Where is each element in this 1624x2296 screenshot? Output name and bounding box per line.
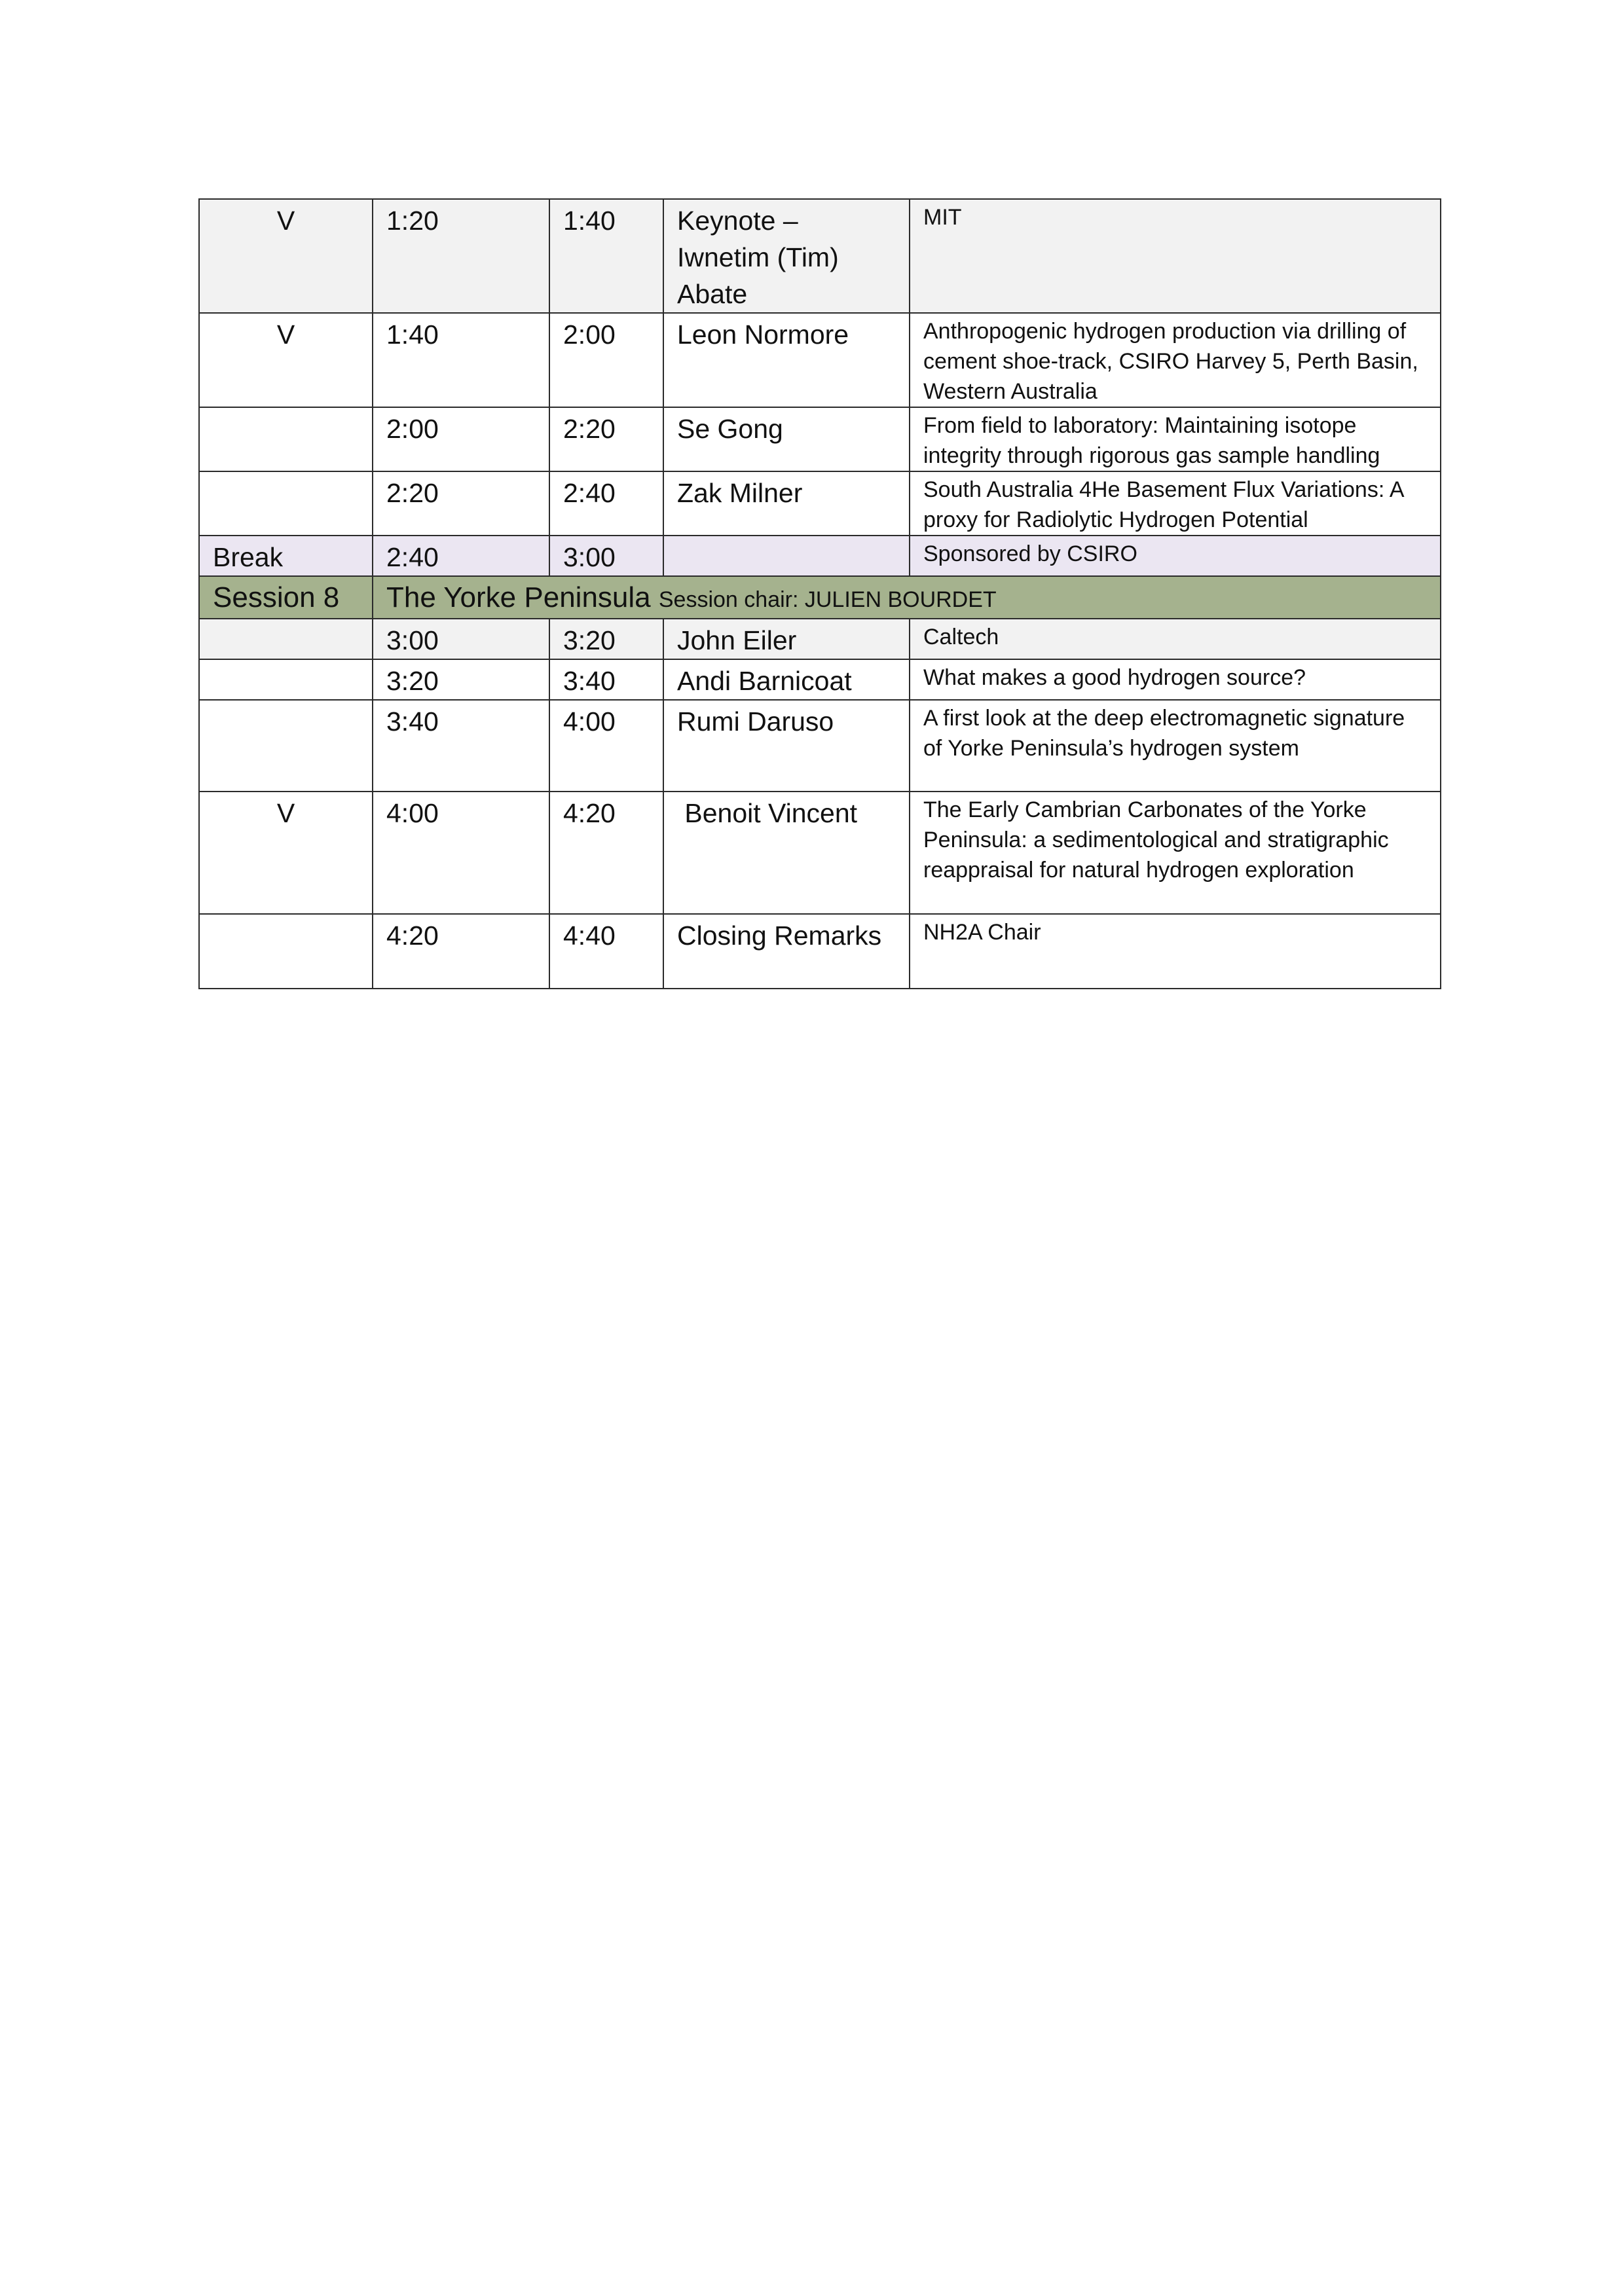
speaker: Closing Remarks bbox=[663, 914, 910, 989]
schedule-table bbox=[198, 198, 1441, 989]
virtual-mark: V bbox=[199, 199, 373, 313]
start-time: 3:20 bbox=[373, 659, 549, 700]
table-row bbox=[199, 619, 1441, 659]
speaker: Leon Normore bbox=[663, 313, 910, 407]
table-row bbox=[199, 199, 1441, 313]
virtual-mark bbox=[199, 407, 373, 471]
virtual-mark: V bbox=[199, 792, 373, 914]
start-time: 1:40 bbox=[373, 313, 549, 407]
end-time: 4:00 bbox=[549, 700, 663, 792]
end-time: 3:00 bbox=[549, 536, 663, 576]
speaker: Keynote – Iwnetim (Tim) Abate bbox=[663, 199, 910, 313]
end-time: 4:20 bbox=[549, 792, 663, 914]
talk-detail: NH2A Chair bbox=[910, 914, 1441, 989]
end-time: 2:20 bbox=[549, 407, 663, 471]
table-row bbox=[199, 471, 1441, 536]
talk-detail: MIT bbox=[910, 199, 1441, 313]
speaker: Rumi Daruso bbox=[663, 700, 910, 792]
virtual-mark bbox=[199, 700, 373, 792]
break-label: Break bbox=[199, 536, 373, 576]
start-time: 2:40 bbox=[373, 536, 549, 576]
speaker: Se Gong bbox=[663, 407, 910, 471]
start-time: 3:40 bbox=[373, 700, 549, 792]
table-row bbox=[199, 659, 1441, 700]
start-time: 3:00 bbox=[373, 619, 549, 659]
end-time: 2:00 bbox=[549, 313, 663, 407]
virtual-mark bbox=[199, 619, 373, 659]
virtual-mark bbox=[199, 914, 373, 989]
talk-detail: Anthropogenic hydrogen production via drilling of cement shoe-track, CSIRO Harvey 5, Perth Basin, Western Australia bbox=[910, 313, 1441, 407]
talk-detail: Sponsored by CSIRO bbox=[910, 536, 1441, 576]
start-time: 2:00 bbox=[373, 407, 549, 471]
talk-detail: The Early Cambrian Carbonates of the Yorke Peninsula: a sedimentological and stratigraphic reappraisal for natural hydrogen exploration bbox=[910, 792, 1441, 914]
speaker bbox=[663, 536, 910, 576]
table-row bbox=[199, 914, 1441, 989]
break-row bbox=[199, 536, 1441, 576]
speaker: Zak Milner bbox=[663, 471, 910, 536]
end-time: 4:40 bbox=[549, 914, 663, 989]
talk-detail: What makes a good hydrogen source? bbox=[910, 659, 1441, 700]
start-time: 1:20 bbox=[373, 199, 549, 313]
session-title-cell bbox=[373, 576, 1441, 619]
session-header-row bbox=[199, 576, 1441, 619]
start-time: 2:20 bbox=[373, 471, 549, 536]
table-row bbox=[199, 792, 1441, 914]
end-time: 3:20 bbox=[549, 619, 663, 659]
talk-detail: South Australia 4He Basement Flux Variations: A proxy for Radiolytic Hydrogen Potential bbox=[910, 471, 1441, 536]
speaker: Andi Barnicoat bbox=[663, 659, 910, 700]
start-time: 4:00 bbox=[373, 792, 549, 914]
end-time: 2:40 bbox=[549, 471, 663, 536]
talk-detail: From field to laboratory: Maintaining isotope integrity through rigorous gas sample handling bbox=[910, 407, 1441, 471]
speaker: John Eiler bbox=[663, 619, 910, 659]
talk-detail: A first look at the deep electromagnetic signature of Yorke Peninsula’s hydrogen system bbox=[910, 700, 1441, 792]
talk-detail: Caltech bbox=[910, 619, 1441, 659]
virtual-mark bbox=[199, 659, 373, 700]
start-time: 4:20 bbox=[373, 914, 549, 989]
table-row bbox=[199, 700, 1441, 792]
virtual-mark bbox=[199, 471, 373, 536]
end-time: 3:40 bbox=[549, 659, 663, 700]
session-chair: Session chair: JULIEN BOURDET bbox=[658, 587, 997, 612]
virtual-mark: V bbox=[199, 313, 373, 407]
session-title: The Yorke Peninsula bbox=[386, 581, 651, 613]
session-label: Session 8 bbox=[199, 576, 373, 619]
table-row bbox=[199, 407, 1441, 471]
speaker: Benoit Vincent bbox=[663, 792, 910, 914]
table-row bbox=[199, 313, 1441, 407]
end-time: 1:40 bbox=[549, 199, 663, 313]
